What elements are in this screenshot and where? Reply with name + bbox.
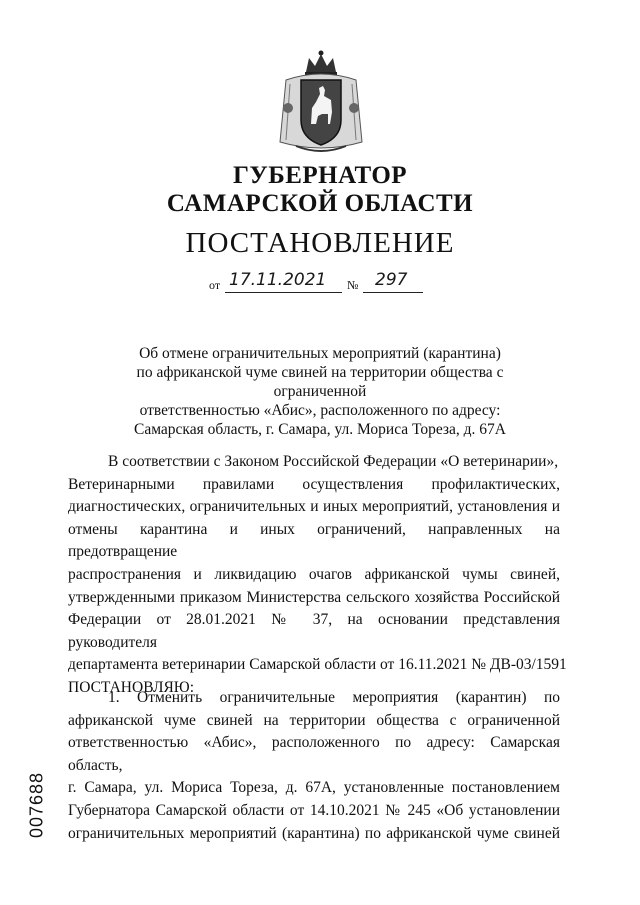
- date-underline: [225, 292, 342, 293]
- paragraph-line: отмены карантина и иных ограничений, направленных на предотвращение: [68, 520, 560, 561]
- paragraph-line: африканской чуме свиней на территории общества с ограниченной: [68, 711, 560, 729]
- document-date: 17.11.2021: [229, 270, 327, 290]
- paragraph-line: Губернатора Самарской области от 14.10.2021 № 245 «Об установлении: [68, 801, 560, 819]
- date-number-line: [209, 270, 469, 296]
- registration-number: 007688: [26, 771, 47, 839]
- document-number: 297: [375, 270, 408, 290]
- paragraph-line: утвержденными приказом Министерства сельского хозяйства Российской: [68, 588, 560, 606]
- paragraph-line: департамента ветеринарии Самарской области от 16.11.2021 № ДВ-03/1591: [68, 656, 567, 674]
- decree-keyword: ПОСТАНОВЛЯЮ:: [68, 678, 195, 696]
- subject-line: Об отмене ограничительных мероприятий (карантина): [139, 345, 501, 362]
- paragraph-line: 1. Отменить ограничительные мероприятия (карантин) по: [108, 689, 560, 706]
- date-prefix: от: [209, 278, 221, 292]
- paragraph-line: ограничительных мероприятий (карантина) по африканской чуме свиней: [68, 824, 560, 842]
- registration-stamp: [22, 770, 52, 840]
- issuer-title-line2: САМАРСКОЙ ОБЛАСТИ: [166, 190, 474, 217]
- document-type: ПОСТАНОВЛЕНИЕ: [185, 227, 455, 259]
- paragraph-line: г. Самара, ул. Мориса Тореза, д. 67А, установленные постановлением: [68, 779, 560, 797]
- paragraph-line: диагностических, ограничительных и иных мероприятий, установления и: [68, 498, 560, 516]
- paragraph-line: В соответствии с Законом Российской Федерации «О ветеринарии»,: [108, 453, 559, 470]
- paragraph-line: ответственностью «Абис», расположенного по адресу: Самарская область,: [68, 734, 560, 774]
- subject-line: ответственностью «Абис», расположенного по адресу:: [139, 402, 501, 419]
- document-subject: [100, 344, 540, 439]
- number-prefix: №: [347, 278, 359, 292]
- paragraph-line: Федерации от 28.01.2021 № 37, на основании представления руководителя: [68, 611, 560, 651]
- issuer-title-line1: ГУБЕРНАТОР: [232, 162, 408, 189]
- preamble-paragraph: [68, 451, 567, 700]
- number-underline: [363, 292, 423, 293]
- subject-line: Самарская область, г. Самара, ул. Мориса Тореза, д. 67А: [133, 421, 506, 438]
- decree-item-1: [68, 687, 560, 845]
- samara-coat-of-arms-icon: [276, 50, 366, 155]
- paragraph-line: распространения и ликвидацию очагов африканской чумы свиней,: [68, 565, 560, 583]
- paragraph-line: Ветеринарными правилами осуществления профилактических,: [68, 475, 560, 493]
- subject-line: по африканской чуме свиней на территории общества с ограниченной: [136, 364, 504, 400]
